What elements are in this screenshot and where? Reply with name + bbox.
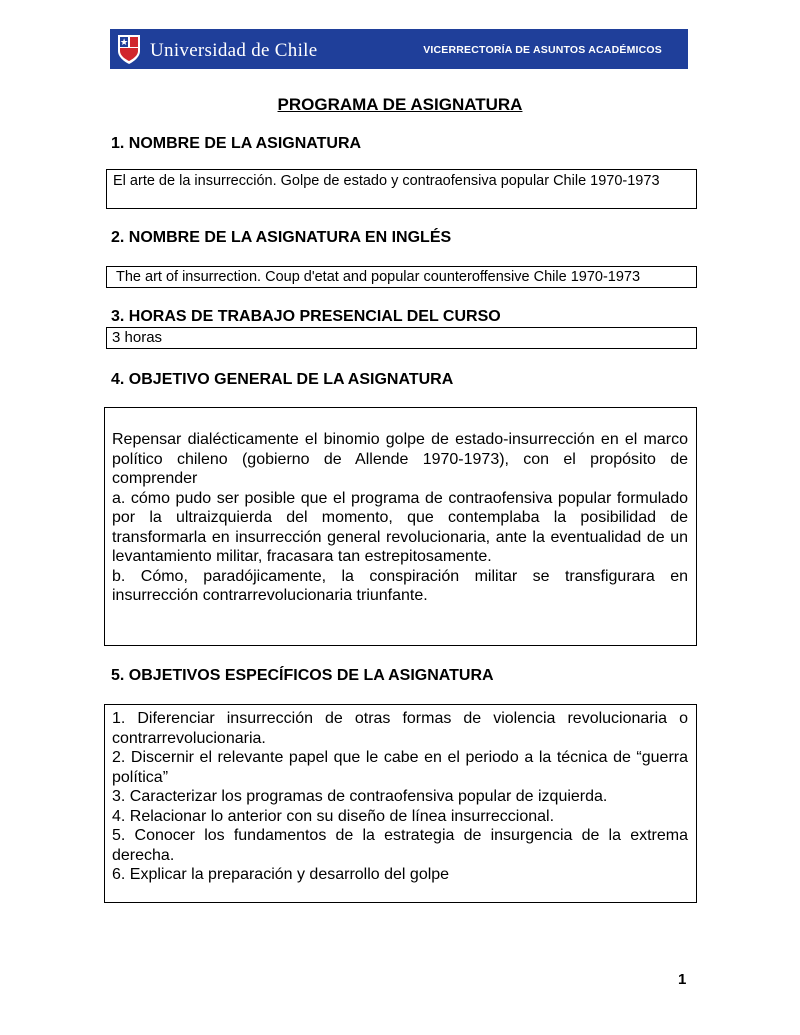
unit-name: VICERRECTORÍA DE ASUNTOS ACADÉMICOS: [423, 44, 662, 56]
university-seal-icon: [116, 33, 142, 65]
section-4-box: [104, 407, 697, 646]
objective-item-a: a. cómo pudo ser posible que el programa de contraofensiva popular formulado por la ultraizquierda del momento, que contemplaba la posibilidad de transformarla en insurrección general revolucionaria, ante la eventualidad de un levantamiento militar, fracasara tan estrepitosamente.: [112, 489, 688, 565]
course-hours: 3 horas: [112, 329, 163, 346]
section-1-box: [106, 169, 697, 209]
section-5-box: [104, 704, 697, 903]
university-name: Universidad de Chile: [150, 40, 318, 61]
course-name: El arte de la insurrección. Golpe de estado y contraofensiva popular Chile 1970-1973: [113, 173, 660, 189]
section-1-heading: 1. NOMBRE DE LA ASIGNATURA: [111, 135, 362, 152]
objective-item-b: b. Cómo, paradójicamente, la conspiración militar se transfigurara en insurrección contrarrevolucionaria triunfante.: [112, 567, 688, 604]
page-number: 1: [678, 971, 687, 988]
specific-objective-6: 6. Explicar la preparación y desarrollo del golpe: [112, 866, 450, 883]
specific-objective-4: 4. Relacionar lo anterior con su diseño de línea insurreccional.: [112, 807, 555, 825]
specific-objective-5: 5. Conocer los fundamentos de la estrategia de insurgencia de la extrema derecha.: [112, 827, 688, 864]
section-4-heading: 4. OBJETIVO GENERAL DE LA ASIGNATURA: [111, 371, 454, 388]
section-3-heading: 3. HORAS DE TRABAJO PRESENCIAL DEL CURSO: [111, 308, 501, 325]
specific-objective-3: 3. Caracterizar los programas de contraofensiva popular de izquierda.: [112, 788, 608, 805]
specific-objective-2: 2. Discernir el relevante papel que le cabe en el periodo a la técnica de “guerra política”: [112, 749, 688, 786]
section-2-heading: 2. NOMBRE DE LA ASIGNATURA EN INGLÉS: [111, 229, 452, 246]
section-3-box: [106, 327, 697, 349]
section-5-heading: 5. OBJETIVOS ESPECÍFICOS DE LA ASIGNATURA: [111, 667, 494, 684]
specific-objective-1: 1. Diferenciar insurrección de otras formas de violencia revolucionaria o contrarrevolucionaria.: [112, 710, 688, 747]
objective-paragraph: Repensar dialécticamente el binomio golpe de estado-insurrección en el marco político chileno (gobierno de Allende 1970-1973), con el propósito de comprender: [112, 431, 688, 487]
section-2-box: [106, 266, 697, 288]
header-banner: [110, 29, 688, 69]
course-name-english: The art of insurrection. Coup d'etat and popular counteroffensive Chile 1970-1973: [116, 269, 641, 285]
page-title: PROGRAMA DE ASIGNATURA: [277, 95, 523, 114]
